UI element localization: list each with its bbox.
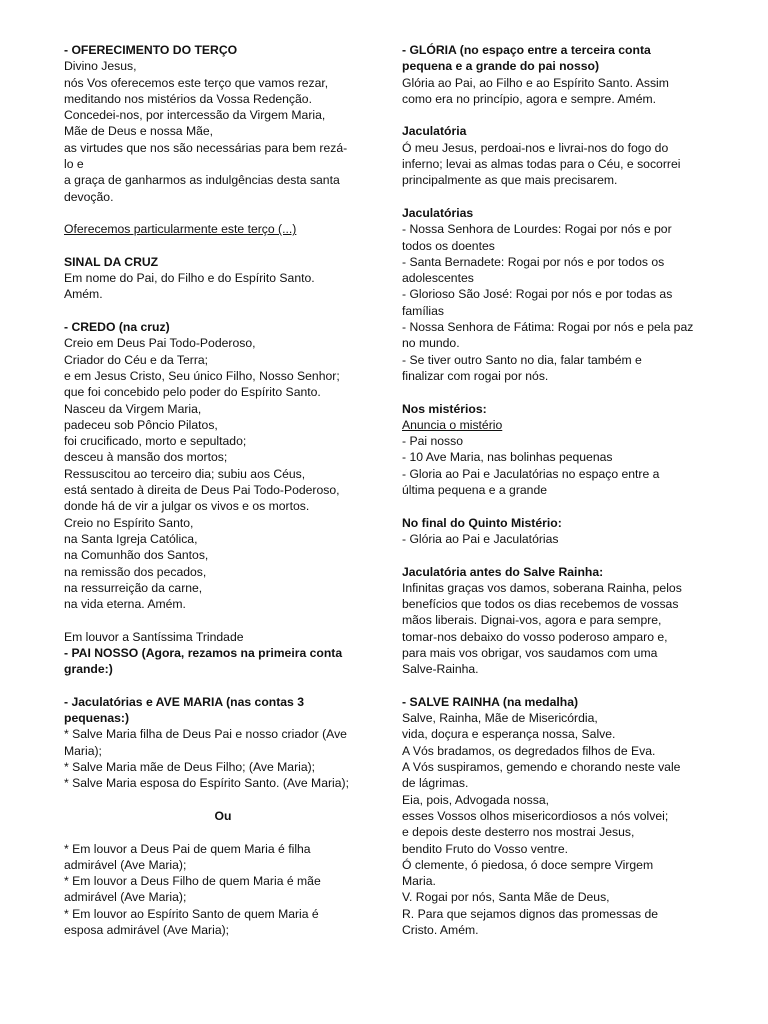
section-oferecemos [64,221,374,237]
text-line: - Santa Bernadete: Rogai por nós e por todos os [402,254,665,269]
section-ou [64,808,374,824]
text-line: Salve, Rainha, Mãe de Misericórdia, [402,711,598,726]
text-line: todos os doentes [402,238,495,253]
section-jaculatorias [402,205,712,384]
text-line: - Nossa Senhora de Fátima: Rogai por nós e pela paz [402,320,694,335]
text-line: Criador do Céu e da Terra; [64,352,209,367]
text-line: admirável (Ave Maria); [64,890,187,905]
text-line: - Se tiver outro Santo no dia, falar também e [402,352,642,367]
text-line: Eia, pois, Advogada nossa, [402,792,550,807]
text-line: na ressurreição da carne, [64,580,203,595]
text-line: lo e [64,157,84,172]
text-line: tomar-nos debaixo do vosso poderoso amparo e, [402,629,668,644]
text-line: padeceu sob Pôncio Pilatos, [64,417,218,432]
section-heading: Jaculatórias [402,205,474,220]
section-heading: No final do Quinto Mistério: [402,515,562,530]
section-heading: - PAI NOSSO (Agora, rezamos na primeira conta [64,645,343,660]
text-line: Divino Jesus, [64,59,137,74]
text-line: na Comunhão dos Santos, [64,548,209,563]
text-line: * Salve Maria mãe de Deus Filho; (Ave Maria); [64,760,316,775]
section-credo [64,319,374,612]
text-line: na vida eterna. Amém. [64,597,186,612]
text-line: Glória ao Pai, ao Filho e ao Espírito Santo. Assim [402,75,669,90]
text-line: está sentado à direita de Deus Pai Todo-Poderoso, [64,483,340,498]
text-line: Creio em Deus Pai Todo-Poderoso, [64,336,256,351]
text-line: Concedei-nos, por intercessão da Virgem Maria, [64,108,326,123]
section-ave-maria [64,694,374,792]
section-heading: Jaculatória antes do Salve Rainha: [402,564,604,579]
text-line: as virtudes que nos são necessárias para bem rezá- [64,140,348,155]
text-line: * Salve Maria filha de Deus Pai e nosso criador (Ave [64,727,347,742]
text-line: * Em louvor ao Espírito Santo de quem Maria é [64,906,319,921]
text-line: bendito Fruto do Vosso ventre. [402,841,568,856]
text-line: Nasceu da Virgem Maria, [64,401,202,416]
text-line: R. Para que sejamos dignos das promessas de [402,906,659,921]
text-line: como era no princípio, agora e sempre. Amém. [402,91,657,106]
text-line: famílias [402,303,444,318]
text-line: de lágrimas. [402,776,469,791]
text-line: para mais vos obrigar, vos saudamos com uma [402,645,658,660]
text-line: - Pai nosso [402,434,463,449]
section-em-louvor [64,841,374,939]
section-sinal-da-cruz [64,254,374,303]
text-line: mãos liberais. Dignai-vos, agora e para sempre, [402,613,662,628]
text-line: Ressuscitou ao terceiro dia; subiu aos Céus, [64,466,306,481]
text-line: benefícios que todos os dias recebemos de vossas [402,597,679,612]
text-line: Ó meu Jesus, perdoai-nos e livrai-nos do fogo do [402,140,669,155]
section-nos-misterios [402,401,712,499]
section-heading: grande:) [64,662,113,677]
text-line: A Vós bradamos, os degredados filhos de Eva. [402,743,656,758]
text-line: Salve-Rainha. [402,662,479,677]
text-line: finalizar com rogai por nós. [402,368,549,383]
left-column [64,42,374,955]
text-line: Mãe de Deus e nossa Mãe, [64,124,214,139]
text-line: - 10 Ave Maria, nas bolinhas pequenas [402,450,613,465]
text-line: A Vós suspiramos, gemendo e chorando neste vale [402,760,681,775]
text-line: - Glorioso São José: Rogai por nós e por todas as [402,287,673,302]
section-heading: Jaculatória [402,124,467,139]
text-line: Em louvor a Santíssima Trindade [64,629,244,644]
text-line: Maria); [64,743,102,758]
text-line: * Em louvor a Deus Filho de quem Maria é mãe [64,874,321,889]
text-line: e em Jesus Cristo, Seu único Filho, Nosso Senhor; [64,368,340,383]
text-line: inferno; levai as almas todas para o Céu, e socorrei [402,157,681,172]
text-line: adolescentes [402,271,474,286]
text-line: * Em louvor a Deus Pai de quem Maria é filha [64,841,311,856]
text-line: - Glória ao Pai e Jaculatórias [402,531,559,546]
section-quinto-misterio [402,515,712,548]
text-line: principalmente as que mais precisarem. [402,173,618,188]
text-line: que foi concebido pelo poder do Espírito Santo. [64,385,321,400]
text-line: - Nossa Senhora de Lourdes: Rogai por nós e por [402,222,672,237]
text-line: Amém. [64,287,103,302]
section-heading: Nos mistérios: [402,401,487,416]
text-line: Cristo. Amém. [402,923,479,938]
text-line: última pequena e a grande [402,483,548,498]
section-oferecimento [64,42,374,205]
section-heading: SINAL DA CRUZ [64,254,159,269]
right-column [402,42,712,955]
underlined-line: Anuncia o mistério [402,417,503,432]
section-heading: - OFERECIMENTO DO TERÇO [64,43,238,57]
section-heading: pequena e a grande do pai nosso) [402,59,600,74]
ou-separator: Ou [214,808,232,823]
text-line: Em nome do Pai, do Filho e do Espírito Santo. [64,271,315,286]
text-line: foi crucificado, morto e sepultado; [64,434,247,449]
section-salve-rainha [402,694,712,938]
section-heading: - CREDO (na cruz) [64,320,170,335]
text-line: e depois deste desterro nos mostrai Jesus, [402,825,635,840]
text-line: no mundo. [402,336,460,351]
section-gloria [402,42,712,107]
text-line: nós Vos oferecemos este terço que vamos rezar, [64,75,329,90]
section-pai-nosso [64,629,374,678]
text-line: * Salve Maria esposa do Espírito Santo. (Ave Maria); [64,776,349,791]
section-heading: - Jaculatórias e AVE MARIA (nas contas 3 [64,694,304,709]
text-line: a graça de ganharmos as indulgências desta santa [64,173,340,188]
text-line: na Santa Igreja Católica, [64,531,198,546]
text-line: Creio no Espírito Santo, [64,515,194,530]
text-line: na remissão dos pecados, [64,564,207,579]
text-line: vida, doçura e esperança nossa, Salve. [402,727,616,742]
section-jaculatoria [402,123,712,188]
text-line: esposa admirável (Ave Maria); [64,923,230,938]
text-line: esses Vossos olhos misericordiosos a nós volvei; [402,808,669,823]
text-line: Maria. [402,874,436,889]
section-heading: - SALVE RAINHA (na medalha) [402,694,579,709]
section-heading: pequenas:) [64,711,130,726]
section-jaculatoria-antes-salve [402,564,712,678]
text-line: donde há de vir a julgar os vivos e os mortos. [64,499,310,514]
text-line: Infinitas graças vos damos, soberana Rainha, pelos [402,580,682,595]
text-line: Ó clemente, ó piedosa, ó doce sempre Virgem [402,857,654,872]
text-line: desceu à mansão dos mortos; [64,450,228,465]
underlined-line: Oferecemos particularmente este terço (...) [64,222,297,237]
text-line: admirável (Ave Maria); [64,857,187,872]
text-line: - Gloria ao Pai e Jaculatórias no espaço entre a [402,466,660,481]
section-heading: - GLÓRIA (no espaço entre a terceira conta [402,43,651,57]
text-line: devoção. [64,189,114,204]
text-line: V. Rogai por nós, Santa Mãe de Deus, [402,890,610,905]
text-line: meditando nos mistérios da Vossa Redenção. [64,91,312,106]
